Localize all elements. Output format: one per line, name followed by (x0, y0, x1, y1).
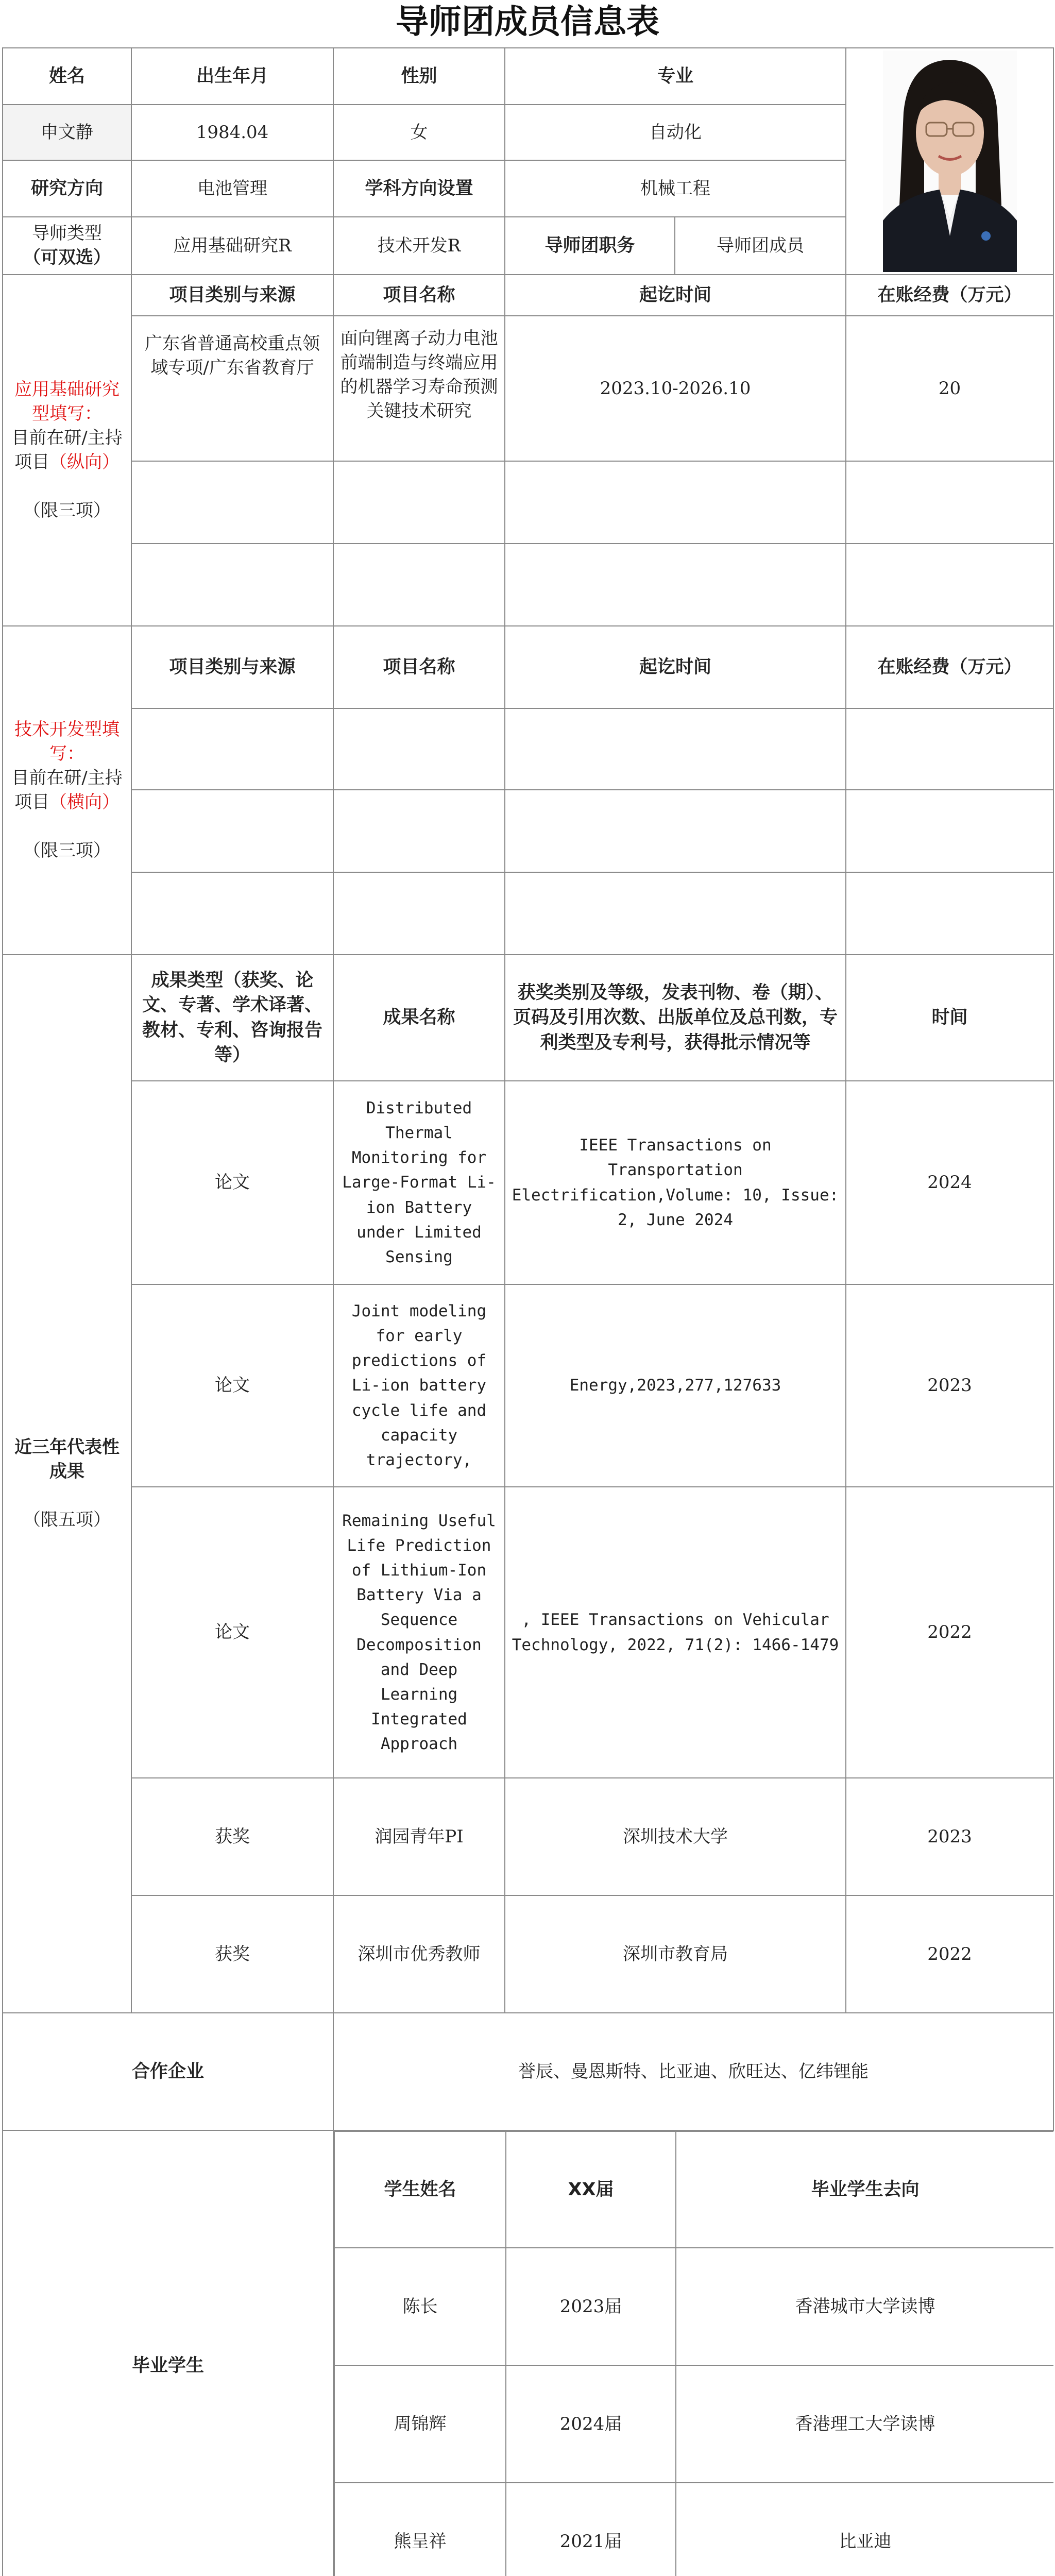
achievement-detail: , IEEE Transactions on Vehicular Technology, 2022, 71(2): 1466-1479 (505, 1487, 846, 1778)
tech-empty-cell (333, 708, 505, 790)
name-value: 申文静 (3, 105, 131, 160)
graduate-name: 周锦辉 (334, 2365, 506, 2483)
gender-label: 性别 (333, 48, 505, 105)
tech-label-red-2: 写： (49, 743, 84, 765)
achievement-detail: IEEE Transactions on Transportation Electrification,Volume: 10, Issue: 2, June 2024 (505, 1081, 846, 1284)
achievements-section-label (3, 955, 131, 2013)
applied-empty-cell (131, 544, 333, 626)
graduate-year: 2021届 (506, 2483, 676, 2576)
achievement-detail: 深圳市教育局 (505, 1895, 846, 2013)
applied-empty-cell (131, 461, 333, 544)
partners-value: 誉辰、曼恩斯特、比亚迪、欣旺达、亿纬锂能 (333, 2013, 1053, 2130)
applied-header-period: 起讫时间 (505, 275, 846, 316)
tech-empty-cell (505, 790, 846, 872)
achievement-type: 获奖 (131, 1778, 333, 1895)
gender-value: 女 (333, 105, 505, 160)
tech-header-funding: 在账经费（万元） (846, 626, 1053, 708)
tech-empty-cell (846, 708, 1053, 790)
tech-section-label (3, 626, 131, 955)
graduate-year: 2023届 (506, 2248, 676, 2365)
applied-section-label (3, 275, 131, 626)
achievement-name: 润园青年PI (333, 1778, 505, 1895)
major-value: 自动化 (505, 105, 846, 160)
tech-label-black: 目前在研/主持项目 (11, 768, 123, 812)
applied-header-source: 项目类别与来源 (131, 275, 333, 316)
tech-limit: （限三项） (23, 840, 111, 861)
achievement-type: 论文 (131, 1081, 333, 1284)
tech-empty-cell (505, 872, 846, 955)
achievements-limit: （限五项） (23, 1509, 111, 1530)
achievement-type: 论文 (131, 1284, 333, 1487)
graduates-label: 毕业学生 (3, 2130, 333, 2576)
research-label: 研究方向 (3, 160, 131, 217)
achievement-detail: Energy,2023,277,127633 (505, 1284, 846, 1487)
achievements-header-name: 成果名称 (333, 955, 505, 1081)
mentor-type-option-1: 应用基础研究R (131, 217, 333, 275)
achievement-name: Remaining Useful Life Prediction of Lithium-Ion Battery Via a Sequence Decomposition and Deep Learning Integrated Approach (333, 1487, 505, 1778)
applied-row-funding: 20 (846, 316, 1053, 461)
graduates-header-name: 学生姓名 (334, 2131, 506, 2248)
applied-header-funding: 在账经费（万元） (846, 275, 1053, 316)
achievement-year: 2024 (846, 1081, 1053, 1284)
achievement-detail: 深圳技术大学 (505, 1778, 846, 1895)
discipline-value: 机械工程 (505, 160, 846, 217)
applied-header-name: 项目名称 (333, 275, 505, 316)
applied-label-red-3: （纵向） (49, 452, 120, 472)
applied-label-red-1: 应用基础研究 (14, 379, 120, 400)
mentor-type-label (3, 217, 131, 275)
applied-row-name: 面向锂离子动力电池前端制造与终端应用的机器学习寿命预测关键技术研究 (333, 316, 505, 461)
tech-empty-cell (846, 790, 1053, 872)
applied-row-source: 广东省普通高校重点领域专项/广东省教育厅 (131, 316, 333, 461)
tech-empty-cell (131, 708, 333, 790)
tech-empty-cell (333, 790, 505, 872)
major-label: 专业 (505, 48, 846, 105)
page-title: 导师团成员信息表 (396, 3, 659, 41)
applied-empty-cell (333, 544, 505, 626)
achievements-header-type: 成果类型（获奖、论文、专著、学术译著、教材、专利、咨询报告等） (131, 955, 333, 1081)
achievements-header-year: 时间 (846, 955, 1053, 1081)
portrait-photo (883, 50, 1017, 272)
applied-empty-cell (846, 461, 1053, 544)
achievement-name: 深圳市优秀教师 (333, 1895, 505, 2013)
achievement-type: 获奖 (131, 1895, 333, 2013)
mentor-type-label-2: （可双选） (23, 247, 111, 268)
tech-header-name: 项目名称 (333, 626, 505, 708)
graduate-dest: 香港理工大学读博 (676, 2365, 1053, 2483)
tech-empty-cell (131, 872, 333, 955)
role-label: 导师团职务 (505, 217, 675, 275)
photo-cell (846, 48, 1053, 275)
birth-label: 出生年月 (131, 48, 333, 105)
tech-label-red-1: 技术开发型填 (14, 719, 120, 740)
graduate-year: 2024届 (506, 2365, 676, 2483)
graduate-name: 陈长 (334, 2248, 506, 2365)
applied-empty-cell (505, 461, 846, 544)
role-value: 导师团成员 (675, 217, 846, 275)
applied-limit: （限三项） (23, 500, 111, 521)
achievement-year: 2022 (846, 1487, 1053, 1778)
achievement-year: 2022 (846, 1895, 1053, 2013)
achievement-name: Joint modeling for early predictions of Li-ion battery cycle life and capacity trajectory, (333, 1284, 505, 1487)
applied-row-period: 2023.10-2026.10 (505, 316, 846, 461)
mentor-info-table (2, 47, 1054, 2576)
achievement-year: 2023 (846, 1778, 1053, 1895)
achievements-label: 近三年代表性成果 (14, 1437, 120, 1482)
graduates-cell (333, 2130, 1053, 2576)
achievement-type: 论文 (131, 1487, 333, 1778)
graduates-table (334, 2131, 1053, 2576)
partners-label: 合作企业 (3, 2013, 333, 2130)
applied-label-red-2: 型填写： (32, 403, 102, 425)
graduate-name: 熊呈祥 (334, 2483, 506, 2576)
applied-label-black: 目前在研/主持项目 (11, 428, 123, 472)
graduates-header-dest: 毕业学生去向 (676, 2131, 1053, 2248)
achievements-header-detail: 获奖类别及等级，发表刊物、卷（期）、页码及引用次数、出版单位及总刊数，专利类型及专利号，获得批示情况等 (505, 955, 846, 1081)
tech-label-red-3: （横向） (49, 792, 120, 812)
graduates-header-year: XX届 (506, 2131, 676, 2248)
tech-empty-cell (846, 872, 1053, 955)
research-value: 电池管理 (131, 160, 333, 217)
achievement-year: 2023 (846, 1284, 1053, 1487)
tech-header-period: 起讫时间 (505, 626, 846, 708)
name-label: 姓名 (3, 48, 131, 105)
applied-empty-cell (846, 544, 1053, 626)
tech-empty-cell (505, 708, 846, 790)
achievement-name: Distributed Thermal Monitoring for Large-Format Li-ion Battery under Limited Sensing (333, 1081, 505, 1284)
graduate-dest: 比亚迪 (676, 2483, 1053, 2576)
birth-value: 1984.04 (131, 105, 333, 160)
mentor-type-option-2: 技术开发R (333, 217, 505, 275)
tech-header-source: 项目类别与来源 (131, 626, 333, 708)
discipline-label: 学科方向设置 (333, 160, 505, 217)
applied-empty-cell (505, 544, 846, 626)
graduate-dest: 香港城市大学读博 (676, 2248, 1053, 2365)
tech-empty-cell (131, 790, 333, 872)
mentor-type-label-1: 导师类型 (32, 223, 102, 244)
tech-empty-cell (333, 872, 505, 955)
applied-empty-cell (333, 461, 505, 544)
